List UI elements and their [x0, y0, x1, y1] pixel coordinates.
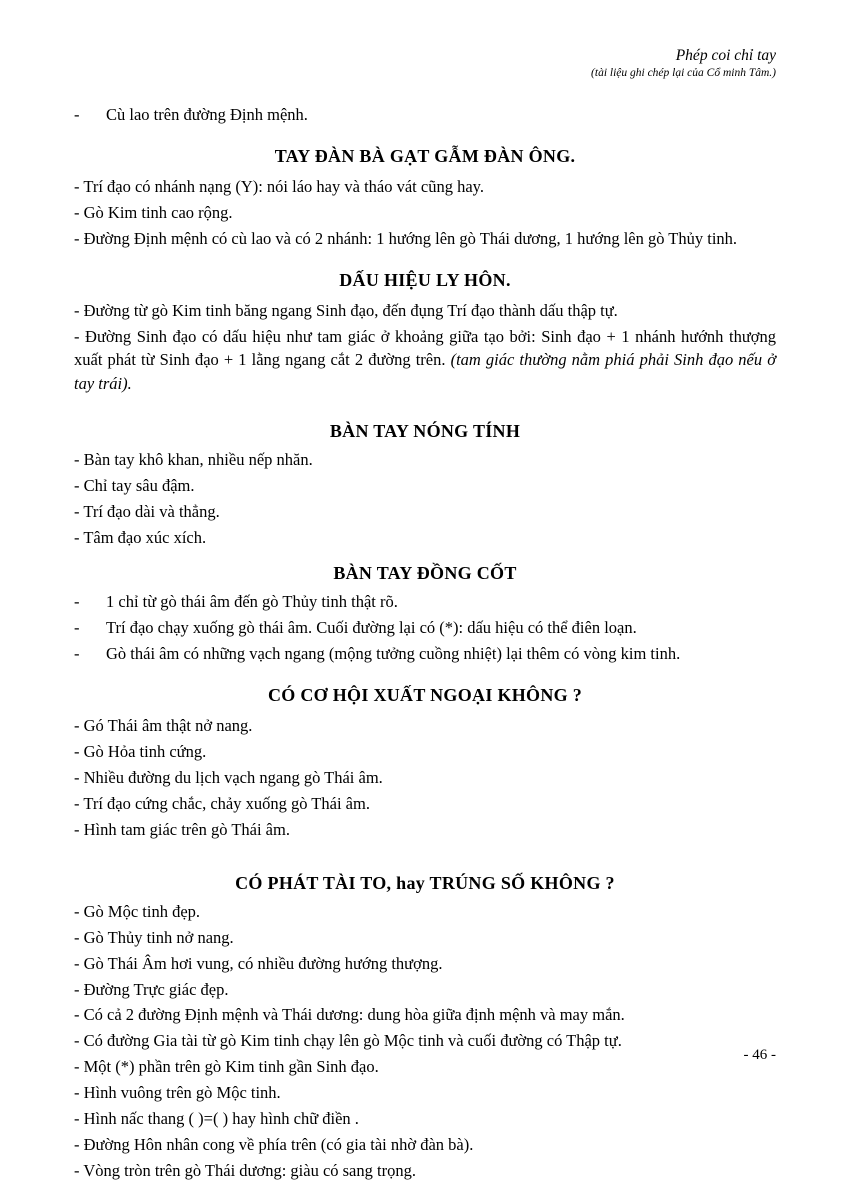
spacer-2: [74, 844, 776, 860]
section-1-line-1: - Trí đạo có nhánh nạng (Y): nói láo hay và tháo vát cũng hay.: [74, 176, 484, 196]
section-5: [74, 682, 776, 708]
section-3-heading: BÀN TAY NÓNG TÍNH: [329, 421, 521, 442]
section-6-line-8: - Hình vuông trên gò Mộc tinh.: [74, 1083, 281, 1103]
section-5-line-5: - Hình tam giác trên gò Thái âm.: [74, 819, 290, 839]
section-4: [74, 560, 776, 586]
section-2-heading: DẤU HIỆU LY HÔN.: [339, 269, 511, 290]
dash-marker: -: [74, 104, 80, 124]
section-3-line-3: - Trí đạo dài và thẳng.: [74, 502, 220, 522]
section-6-line-3: - Gò Thái Âm hơi vung, có nhiều đường hướng thượng.: [74, 953, 443, 973]
section-6-line-10: - Đường Hôn nhân cong về phía trên (có gia tài nhờ đàn bà).: [74, 1135, 474, 1155]
section-2-line-1: - Đường từ gò Kim tinh băng ngang Sinh đạo, đến đụng Trí đạo thành dấu thập tự.: [74, 300, 618, 320]
section-5-heading: CÓ CƠ HỘI XUẤT NGOẠI KHÔNG ?: [267, 684, 583, 705]
section-4-item-2: [74, 616, 776, 640]
section-6-line-7: - Một (*) phần trên gò Kim tinh gần Sinh đạo.: [74, 1057, 379, 1077]
section-6-line-11: - Vòng tròn trên gò Thái dương: giàu có sang trọng.: [74, 1160, 416, 1180]
dash-marker: -: [74, 592, 80, 612]
page-number: - 46 -: [743, 1047, 776, 1063]
intro-bullet-text: Cù lao trên đường Định mệnh.: [106, 104, 308, 124]
section-1: [74, 143, 776, 169]
section-4-item-1-text: 1 chỉ từ gò thái âm đến gò Thủy tinh thật rõ.: [106, 592, 398, 612]
section-5-line-3: - Nhiều đường du lịch vạch ngang gò Thái âm.: [74, 767, 383, 787]
section-3-line-1: - Bàn tay khô khan, nhiều nếp nhăn.: [74, 450, 313, 470]
section-6-line-9: - Hình nấc thang ( )=( ) hay hình chữ điền .: [74, 1109, 359, 1129]
section-1-heading: TAY ĐÀN BÀ GẠT GẪM ĐÀN ÔNG.: [274, 145, 576, 166]
section-5-line-4: - Trí đạo cứng chắc, chảy xuống gò Thái âm.: [74, 793, 370, 813]
section-6-line-1: - Gò Mộc tinh đẹp.: [74, 901, 201, 921]
header-subtitle: (tài liệu ghi chép lại của Cổ minh Tâm.): [591, 67, 776, 80]
section-4-item-1: [74, 590, 776, 614]
section-2-paragraph-plain: - Đường Sinh đạo có dấu hiệu như tam giác ở khoảng giữa tạo bởi: Sinh đạo + 1 nhánh hướnh thượng xuất phát từ Sinh đạo + 1 lằng ngang cắt 2 đường trên.: [74, 326, 776, 370]
section-6-heading: CÓ PHÁT TÀI TO, hay TRÚNG SỐ KHÔNG ?: [235, 872, 615, 893]
section-6-line-6: - Có đường Gia tài từ gò Kim tinh chạy lên gò Mộc tinh và cuối đường có Thập tự.: [74, 1031, 622, 1051]
spacer-1: [74, 398, 776, 408]
section-4-item-3: [74, 642, 776, 666]
page-content: [74, 103, 776, 1183]
section-1-line-2: - Gò Kim tinh cao rộng.: [74, 202, 233, 222]
section-3-line-2: - Chỉ tay sâu đậm.: [74, 476, 195, 496]
section-5-line-2: - Gò Hỏa tinh cứng.: [74, 741, 207, 761]
section-2: [74, 267, 776, 293]
section-5-line-1: - Gó Thái âm thật nở nang.: [74, 716, 253, 736]
header-title: Phép coi chỉ tay: [675, 47, 776, 64]
section-2-paragraph-italic: (tam giác thường nằm phiá phải Sinh đạo nếu ở tay trái).: [74, 350, 777, 394]
section-6-line-5: - Có cả 2 đường Định mệnh và Thái dương: dung hòa giữa định mệnh và may mắn.: [74, 1005, 625, 1025]
section-6: [74, 870, 776, 896]
section-6-line-4: - Đường Trực giác đẹp.: [74, 979, 229, 999]
section-4-heading: BÀN TAY ĐỒNG CỐT: [333, 563, 517, 584]
section-4-item-3-text: Gò thái âm có những vạch ngang (mộng tưởng cuồng nhiệt) lại thêm có vòng kim tinh.: [106, 644, 681, 664]
section-1-line-3: - Đường Định mệnh có cù lao và có 2 nhánh: 1 hướng lên gò Thái dương, 1 hướng lên gò Thủy tinh.: [74, 228, 738, 248]
section-4-item-2-text: Trí đạo chạy xuống gò thái âm. Cuối đường lại có (*): dấu hiệu có thể điên loạn.: [106, 618, 637, 638]
section-3-line-4: - Tâm đạo xúc xích.: [74, 528, 207, 548]
section-6-line-2: - Gò Thủy tinh nở nang.: [74, 927, 234, 947]
dash-marker: -: [74, 618, 80, 638]
section-2-paragraph: [74, 325, 776, 397]
page-header: [74, 46, 776, 81]
section-3: [74, 418, 776, 444]
intro-bullet: [74, 103, 776, 127]
dash-marker: -: [74, 644, 80, 664]
